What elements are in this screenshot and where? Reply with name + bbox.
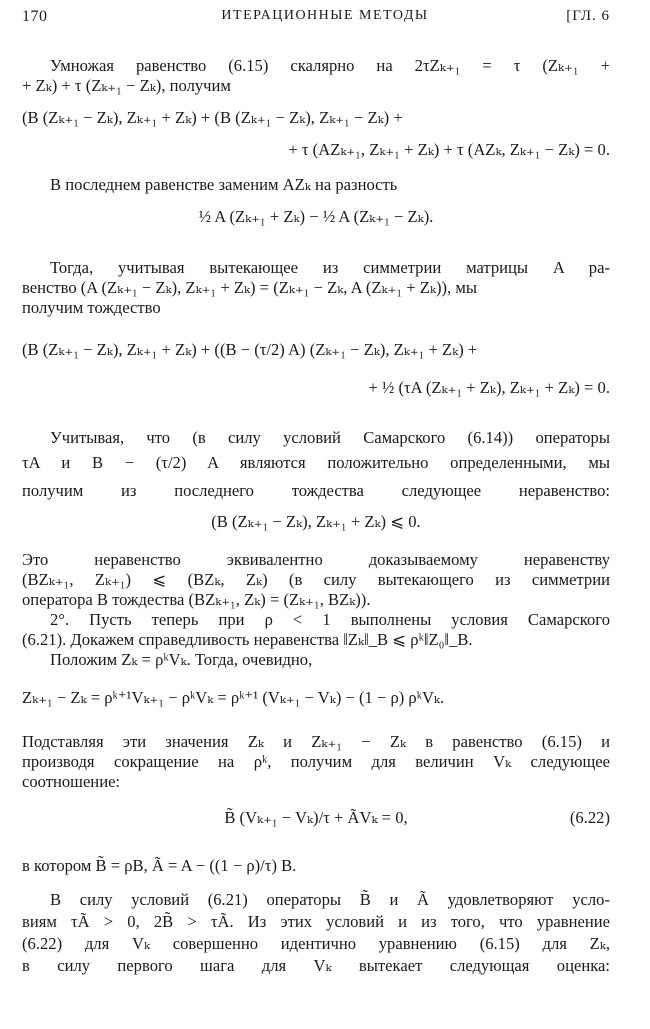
text-line: в силу первого шага для Vₖ вытекает следующая оценка: [22,956,610,975]
text-line: оператора B тождества (BZₖ₊₁, Zₖ) = (Zₖ₊₁, BZₖ)). [22,590,371,609]
text-line: получим тождество [22,298,161,317]
text-line: (6.22) для Vₖ совершенно идентично уравнению (6.15) для Zₖ, [22,934,610,953]
text-line: Положим Zₖ = ρᵏVₖ. Тогда, очевидно, [50,650,313,669]
formula-line: (B (Zₖ₊₁ − Zₖ), Zₖ₊₁ + Zₖ) + ((B − (τ/2) A) (Zₖ₊₁ − Zₖ), Zₖ₊₁ + Zₖ) + [22,340,478,359]
text-line: получим из последнего тождества следующее неравенство: [22,481,610,500]
chapter-label: [ГЛ. 6 [566,8,610,24]
formula-line: + τ (AZₖ₊₁, Zₖ₊₁ + Zₖ) + τ (AZₖ, Zₖ₊₁ − Zₖ) = 0. [288,140,610,159]
text-line: τA и B − (τ/2) A являются положительно определенными, мы [22,453,610,472]
text-line: Учитывая, что (в силу условий Самарского (6.14)) операторы [50,428,610,447]
formula-line: + ½ (τA (Zₖ₊₁ + Zₖ), Zₖ₊₁ + Zₖ) = 0. [368,378,610,397]
text-line: В силу условий (6.21) операторы B̃ и Ã удовлетворяют усло- [50,890,610,909]
text-line: Это неравенство эквивалентно доказываемому неравенству [22,550,610,569]
formula-line: (B (Zₖ₊₁ − Zₖ), Zₖ₊₁ + Zₖ) + (B (Zₖ₊₁ − Zₖ), Zₖ₊₁ − Zₖ) + [22,108,403,127]
running-title: ИТЕРАЦИОННЫЕ МЕТОДЫ [221,8,429,23]
formula-line: B̃ (Vₖ₊₁ − Vₖ)/τ + ÃVₖ = 0, [224,808,408,827]
equation-number: (6.22) [569,808,610,827]
text-line: производя сокращение на ρᵏ, получим для величин Vₖ следующее [22,752,610,771]
text-line: 2°. Пусть теперь при ρ < 1 выполнены условия Самарского [50,610,610,629]
page-number: 170 [22,8,48,25]
formula-line: (B (Zₖ₊₁ − Zₖ), Zₖ₊₁ + Zₖ) ⩽ 0. [211,512,421,531]
text-line: в котором B̃ = ρB, Ã = A − ((1 − ρ)/τ) B. [22,856,297,875]
text-line: Подставляя эти значения Zₖ и Zₖ₊₁ − Zₖ в равенство (6.15) и [22,732,610,751]
text-line: Умножая равенство (6.15) скалярно на 2τZₖ₊₁ = τ (Zₖ₊₁ + [50,56,610,75]
text-line: венство (A (Zₖ₊₁ − Zₖ), Zₖ₊₁ + Zₖ) = (Zₖ₊₁ − Zₖ, A (Zₖ₊₁ + Zₖ)), мы [22,278,477,297]
text-line: В последнем равенстве заменим AZₖ на разность [50,175,398,194]
text-line: виям τÃ > 0, 2B̃ > τÃ. Из этих условий и из того, что уравнение [22,912,610,931]
text-line: соотношение: [22,772,121,791]
formula-line: ½ A (Zₖ₊₁ + Zₖ) − ½ A (Zₖ₊₁ − Zₖ). [198,207,434,226]
text-line: Тогда, учитывая вытекающее из симметрии матрицы A ра- [50,258,610,277]
text-line: (6.21). Докажем справедливость неравенства ‖Zₖ‖_B ⩽ ρᵏ‖Z₀‖_B. [22,630,473,649]
text-line: + Zₖ) + τ (Zₖ₊₁ − Zₖ), получим [22,76,231,95]
text-line: (BZₖ₊₁, Zₖ₊₁) ⩽ (BZₖ, Zₖ) (в силу вытекающего из симметрии [22,570,610,589]
formula-line: Zₖ₊₁ − Zₖ = ρᵏ⁺¹Vₖ₊₁ − ρᵏVₖ = ρᵏ⁺¹ (Vₖ₊₁ − Vₖ) − (1 − ρ) ρᵏVₖ. [22,688,445,707]
